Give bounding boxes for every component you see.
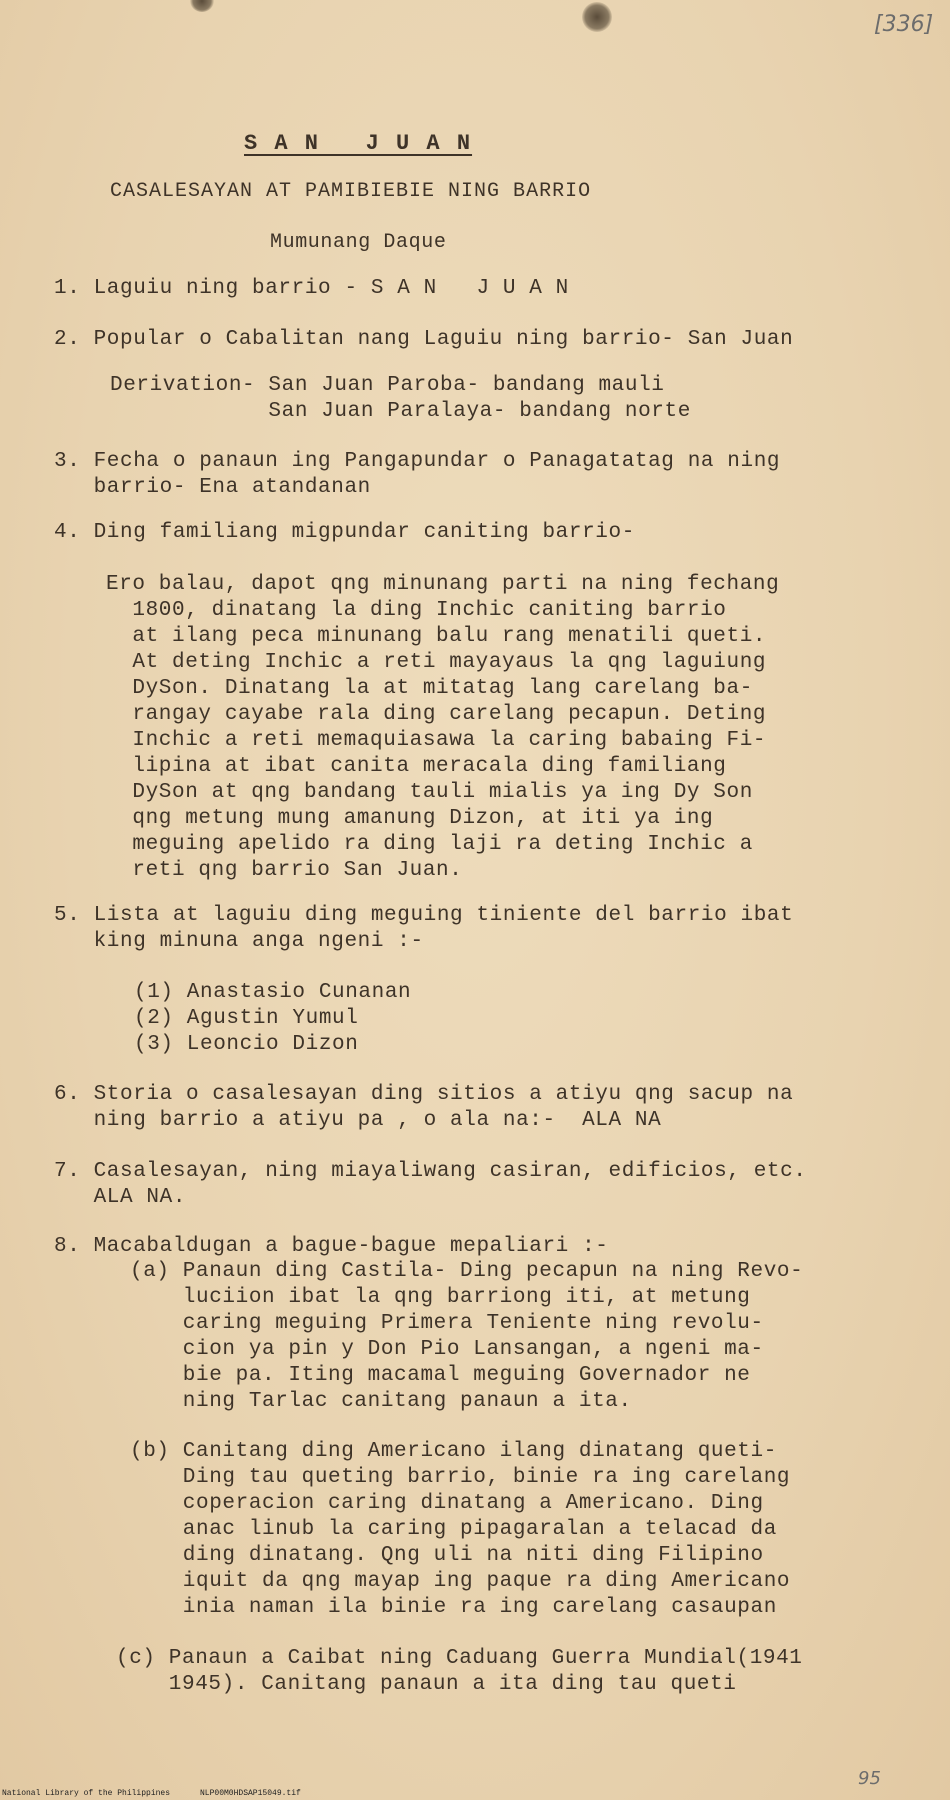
- item-8b-line: coperacion caring dinatang a Americano. Ding: [130, 1492, 764, 1515]
- handwritten-mark: 95: [858, 1768, 881, 1789]
- document-subtitle: CASALESAYAN AT PAMIBIEBIE NING BARRIO: [110, 180, 592, 203]
- item-8a-line: caring meguing Primera Teniente ning revolu-: [130, 1312, 764, 1335]
- item-4-paragraph-line: Inchic a reti memaquiasawa la caring babaing Fi-: [106, 729, 767, 752]
- item-6: ning barrio a atiyu pa , o ala na:- ALA NA: [54, 1109, 662, 1132]
- derivation-line: Derivation- San Juan Paroba- bandang mauli: [110, 374, 665, 397]
- tiniente-list-item: (3) Leoncio Dizon: [134, 1033, 359, 1056]
- item-8b-line: (b) Canitang ding Americano ilang dinatang queti-: [130, 1440, 777, 1463]
- item-1: 1. Laguiu ning barrio - S A N J U A N: [54, 277, 569, 300]
- item-8b-line: inia naman ila binie ra ing carelang casaupan: [130, 1596, 777, 1619]
- item-8c-line: (c) Panaun a Caibat ning Caduang Guerra Mundial(1941: [116, 1647, 803, 1670]
- item-8b-line: iquit da qng mayap ing paque ra ding Americano: [130, 1570, 791, 1593]
- item-4-paragraph-line: qng metung mung amanung Dizon, at iti ya ing: [106, 807, 714, 830]
- item-4-paragraph-line: meguing apelido ra ding laji ra deting Inchic a: [106, 833, 753, 856]
- item-8a-line: cion ya pin y Don Pio Lansangan, a ngeni ma-: [130, 1338, 764, 1361]
- item-8a-line: ning Tarlac canitang panaun a ita.: [130, 1390, 632, 1413]
- item-8b-line: anac linub la caring pipagaralan a telacad da: [130, 1518, 777, 1541]
- item-4-paragraph-line: rangay cayabe rala ding carelang pecapun. Deting: [106, 703, 767, 726]
- item-7: ALA NA.: [54, 1186, 187, 1209]
- punch-hole-right: [582, 2, 612, 32]
- item-4-paragraph-line: Ero balau, dapot qng minunang parti na ning fechang: [106, 573, 780, 596]
- item-4-paragraph-line: at ilang peca minunang balu rang menatili queti.: [106, 625, 767, 648]
- page-number-annotation: [336]: [874, 12, 934, 37]
- item-7: 7. Casalesayan, ning miayaliwang casiran, edificios, etc.: [54, 1160, 807, 1183]
- tiniente-list-item: (2) Agustin Yumul: [134, 1007, 359, 1030]
- item-4: 4. Ding familiang migpundar caniting barrio-: [54, 521, 635, 544]
- item-8b-line: Ding tau queting barrio, binie ra ing carelang: [130, 1466, 791, 1489]
- footer-filename: NLP00M0HDSAP15049.tif: [200, 1789, 301, 1798]
- item-8a-line: bie pa. Iting macamal meguing Governador ne: [130, 1364, 751, 1387]
- item-6: 6. Storia o casalesayan ding sitios a atiyu qng sacup na: [54, 1083, 794, 1106]
- item-4-paragraph-line: DySon at qng bandang tauli mialis ya ing Dy Son: [106, 781, 753, 804]
- item-5: 5. Lista at laguiu ding meguing tiniente del barrio ibat: [54, 904, 794, 927]
- item-4-paragraph-line: lipina at ibat canita meracala ding familiang: [106, 755, 727, 778]
- item-8: 8. Macabaldugan a bague-bague mepaliari :-: [54, 1235, 609, 1258]
- item-4-paragraph-line: 1800, dinatang la ding Inchic caniting barrio: [106, 599, 727, 622]
- item-4-paragraph-line: DySon. Dinatang la at mitatag lang carelang ba-: [106, 677, 753, 700]
- item-3: barrio- Ena atandanan: [54, 476, 371, 499]
- item-3: 3. Fecha o panaun ing Pangapundar o Panagatatag na ning: [54, 450, 781, 473]
- item-8a-line: (a) Panaun ding Castila- Ding pecapun na ning Revo-: [130, 1260, 804, 1283]
- derivation-line: San Juan Paralaya- bandang norte: [110, 400, 691, 423]
- footer-library: National Library of the Philippines: [2, 1789, 171, 1798]
- item-2: 2. Popular o Cabalitan nang Laguiu ning barrio- San Juan: [54, 328, 794, 351]
- item-4-paragraph-line: At deting Inchic a reti mayayaus la qng laguiung: [106, 651, 767, 674]
- item-8a-line: luciion ibat la qng barriong iti, at metung: [130, 1286, 751, 1309]
- item-5: king minuna anga ngeni :-: [54, 930, 424, 953]
- item-8b-line: ding dinatang. Qng uli na niti ding Filipino: [130, 1544, 764, 1567]
- item-8c-line: 1945). Canitang panaun a ita ding tau queti: [116, 1673, 737, 1696]
- tiniente-list-item: (1) Anastasio Cunanan: [134, 981, 412, 1004]
- section-heading: Mumunang Daque: [270, 231, 447, 254]
- item-4-paragraph-line: reti qng barrio San Juan.: [106, 859, 463, 882]
- punch-hole-left: [190, 0, 214, 12]
- document-title: S A N J U A N: [244, 131, 473, 156]
